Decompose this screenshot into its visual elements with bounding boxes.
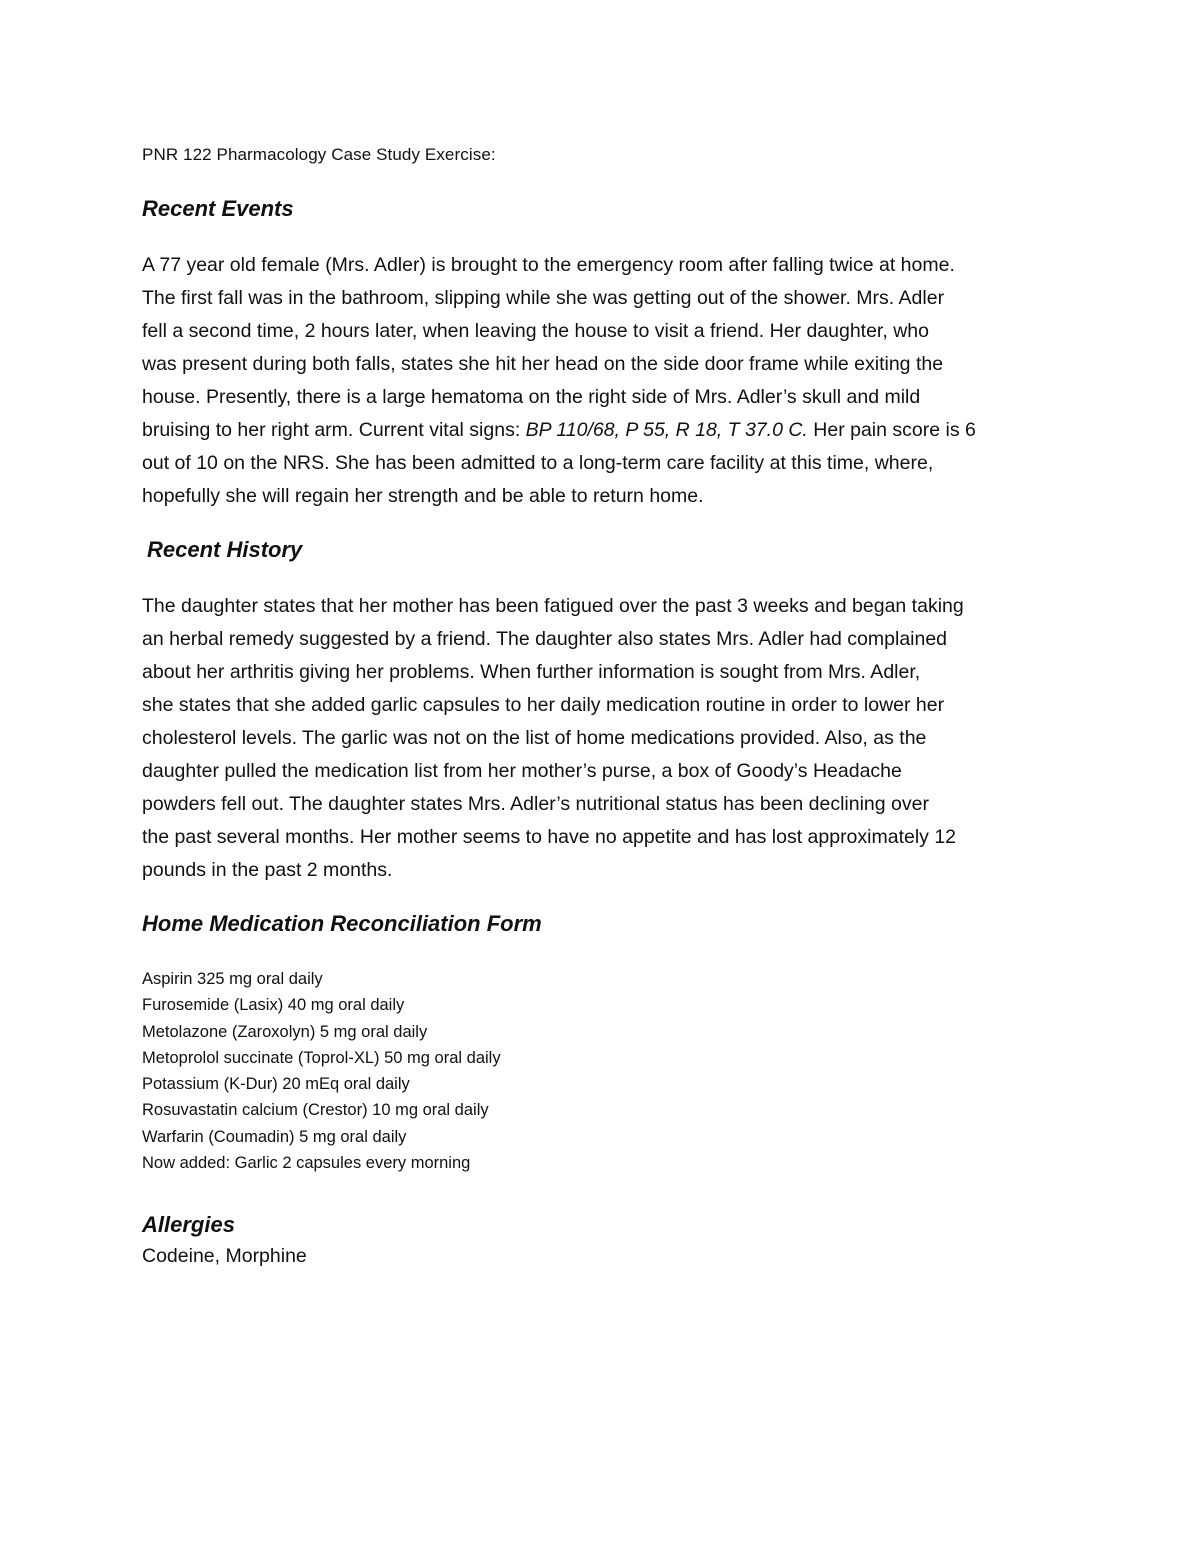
document-title: PNR 122 Pharmacology Case Study Exercise: (142, 145, 496, 164)
paragraph-line: fell a second time, 2 hours later, when leaving the house to visit a friend. Her daughter, who (142, 320, 929, 342)
medication-item: Furosemide (Lasix) 40 mg oral daily (142, 996, 405, 1015)
medication-item: Metoprolol succinate (Toprol-XL) 50 mg oral daily (142, 1048, 501, 1067)
recent-events-heading: Recent Events (142, 196, 294, 221)
medication-item: Now added: Garlic 2 capsules every morning (142, 1154, 471, 1173)
paragraph-line: she states that she added garlic capsules to her daily medication routine in order to lower her (142, 694, 945, 716)
medication-item: Aspirin 325 mg oral daily (142, 970, 323, 988)
paragraph-line: pounds in the past 2 months. (142, 859, 393, 881)
paragraph-line: house. Presently, there is a large hematoma on the right side of Mrs. Adler’s skull and mild (142, 386, 921, 408)
medication-item: Rosuvastatin calcium (Crestor) 10 mg oral daily (142, 1101, 489, 1120)
paragraph-line: about her arthritis giving her problems. When further information is sought from Mrs. Adler, (142, 661, 921, 683)
paragraph-line: cholesterol levels. The garlic was not on the list of home medications provided. Also, as the (142, 727, 927, 749)
pain-score-text: Her pain score is 6 (807, 419, 976, 441)
vitals-lead-text: bruising to her right arm. Current vital signs: (142, 419, 526, 441)
paragraph-line: was present during both falls, states she hit her head on the side door frame while exiting the (142, 353, 944, 375)
allergies-list: Codeine, Morphine (142, 1245, 307, 1267)
medication-item: Metolazone (Zaroxolyn) 5 mg oral daily (142, 1022, 428, 1041)
medication-item: Warfarin (Coumadin) 5 mg oral daily (142, 1127, 407, 1146)
paragraph-line: an herbal remedy suggested by a friend. The daughter also states Mrs. Adler had complained (142, 628, 948, 650)
recent-events-paragraph (142, 249, 1072, 513)
paragraph-line: powders fell out. The daughter states Mrs. Adler’s nutritional status has been declining over (142, 793, 929, 815)
paragraph-line: hopefully she will regain her strength and be able to return home. (142, 485, 704, 507)
medication-form-heading: Home Medication Reconciliation Form (142, 911, 542, 936)
medication-list (142, 966, 501, 1176)
vital-signs: BP 110/68, P 55, R 18, T 37.0 C. (525, 419, 808, 441)
paragraph-line: The daughter states that her mother has been fatigued over the past 3 weeks and began taking (142, 595, 964, 617)
paragraph-line-vitals (142, 414, 1072, 447)
paragraph-line: daughter pulled the medication list from her mother’s purse, a box of Goody’s Headache (142, 760, 902, 782)
allergies-heading: Allergies (142, 1212, 235, 1237)
recent-history-heading: Recent History (147, 537, 303, 562)
paragraph-line: A 77 year old female (Mrs. Adler) is brought to the emergency room after falling twice at home. (142, 254, 955, 276)
paragraph-line: out of 10 on the NRS. She has been admitted to a long-term care facility at this time, where, (142, 452, 934, 474)
paragraph-line: the past several months. Her mother seems to have no appetite and has lost approximately 12 (142, 826, 957, 848)
recent-history-paragraph (142, 590, 1072, 887)
paragraph-line: The first fall was in the bathroom, slipping while she was getting out of the shower. Mrs. Adler (142, 287, 945, 309)
medication-item: Potassium (K-Dur) 20 mEq oral daily (142, 1075, 410, 1094)
